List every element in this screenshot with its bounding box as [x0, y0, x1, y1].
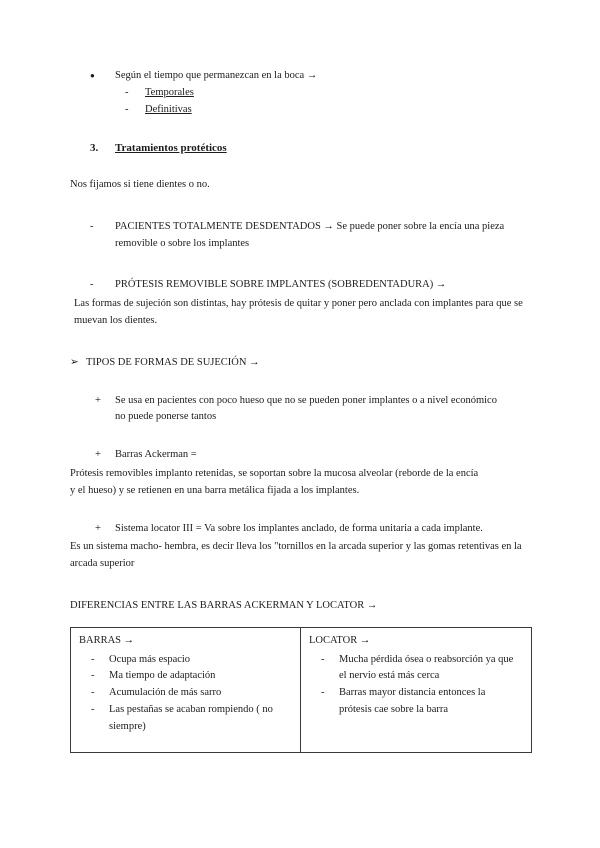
- plus-marker: +: [95, 394, 101, 406]
- plus-marker: +: [95, 449, 101, 461]
- list-item-protesis-removible: [90, 277, 532, 294]
- table-cell-barras: [71, 628, 301, 752]
- barras-item: Las pestañas se acaban rompiendo ( no siempre): [109, 703, 273, 732]
- plus-marker: +: [95, 522, 101, 534]
- table-row: [91, 685, 292, 702]
- diferencias-heading: DIFERENCIAS ENTRE LAS BARRAS ACKERMAN Y LOCATOR →: [70, 599, 378, 611]
- dash-marker: -: [321, 687, 325, 699]
- tipos-heading-text: TIPOS DE FORMAS DE SUJECIÓN →: [86, 356, 260, 368]
- tipos-heading: [70, 355, 532, 372]
- locator-column-header: LOCATOR →: [309, 634, 371, 646]
- table-row: [91, 668, 292, 685]
- barras-item: Ocupa más espacio: [109, 653, 191, 665]
- list-item-temporales: [125, 85, 532, 102]
- list-item-barras-ackerman: [95, 447, 532, 464]
- barras-column-header: BARRAS →: [79, 634, 135, 646]
- locator-description: Es un sistema macho- hembra, es decir lleva los "tornillos en la arcada superior y las gomas retentivas en la arcada superior: [70, 541, 522, 570]
- intro-paragraph: Nos fijamos si tiene dientes o no.: [70, 178, 210, 190]
- time-bullet-text: Según el tiempo que permanezcan en la boca →: [115, 70, 318, 81]
- dash-marker: -: [91, 687, 95, 699]
- dash-marker: -: [125, 103, 129, 115]
- section-title: Tratamientos protéticos: [115, 142, 227, 155]
- dash-marker: -: [90, 220, 94, 232]
- list-item-sistema-locator: [95, 521, 532, 538]
- list-item-desdentados: [90, 219, 532, 253]
- barras-description: Prótesis removibles implanto retenidas, se soportan sobre la mucosa alveolar (reborde de la encía y el hueso) y se retienen en una barra metálica fijada a los implantes.: [70, 467, 479, 496]
- table-row: [91, 702, 292, 736]
- table-row: [321, 685, 523, 719]
- table-row: [91, 652, 292, 669]
- locator-item: Mucha pérdida ósea o reabsorción ya que el nervio está más cerca: [339, 653, 514, 682]
- section-number: 3.: [90, 142, 99, 155]
- dash-marker: -: [91, 653, 95, 665]
- section-heading: [90, 140, 532, 158]
- locator-item: Barras mayor distancia entonces la prótesis cae sobre la barra: [339, 687, 486, 715]
- arrow-head-icon: ➢: [70, 356, 79, 368]
- table-cell-locator: [301, 628, 531, 752]
- desdentados-text: PACIENTES TOTALMENTE DESDENTADOS → Se puede poner sobre la encía una pieza removible o sobre los implantes: [115, 220, 505, 249]
- list-item-definitivas: [125, 102, 532, 119]
- barras-item: Acumulación de más sarro: [109, 687, 222, 699]
- temporales-text: Temporales: [145, 86, 194, 98]
- bullet-marker: ●: [90, 71, 95, 80]
- dash-marker: -: [91, 703, 95, 715]
- dash-marker: -: [91, 670, 95, 682]
- barras-title-text: Barras Ackerman =: [115, 449, 197, 461]
- barras-item: Ma tiempo de adaptación: [109, 670, 216, 682]
- protesis-removible-text: PRÓTESIS REMOVIBLE SOBRE IMPLANTES (SOBREDENTADURA) →: [115, 279, 447, 291]
- list-item-uso: [95, 393, 532, 427]
- table-row: [321, 652, 523, 686]
- locator-title-text: Sistema locator III = Va sobre los implantes anclado, de forma unitaria a cada implante.: [115, 522, 483, 534]
- dash-marker: -: [90, 279, 94, 291]
- uso-text: Se usa en pacientes con poco hueso que no se pueden poner implantes o a nivel económico no puede ponerse tantos: [115, 394, 497, 423]
- dash-marker: -: [321, 653, 325, 665]
- definitivas-text: Definitivas: [145, 103, 192, 115]
- protesis-note: Las formas de sujeción son distintas, hay prótesis de quitar y poner pero anclada con implantes para que se muevan los dientes.: [74, 298, 523, 326]
- list-item-time: [90, 68, 532, 85]
- dash-marker: -: [125, 86, 129, 98]
- comparison-table: [70, 627, 532, 753]
